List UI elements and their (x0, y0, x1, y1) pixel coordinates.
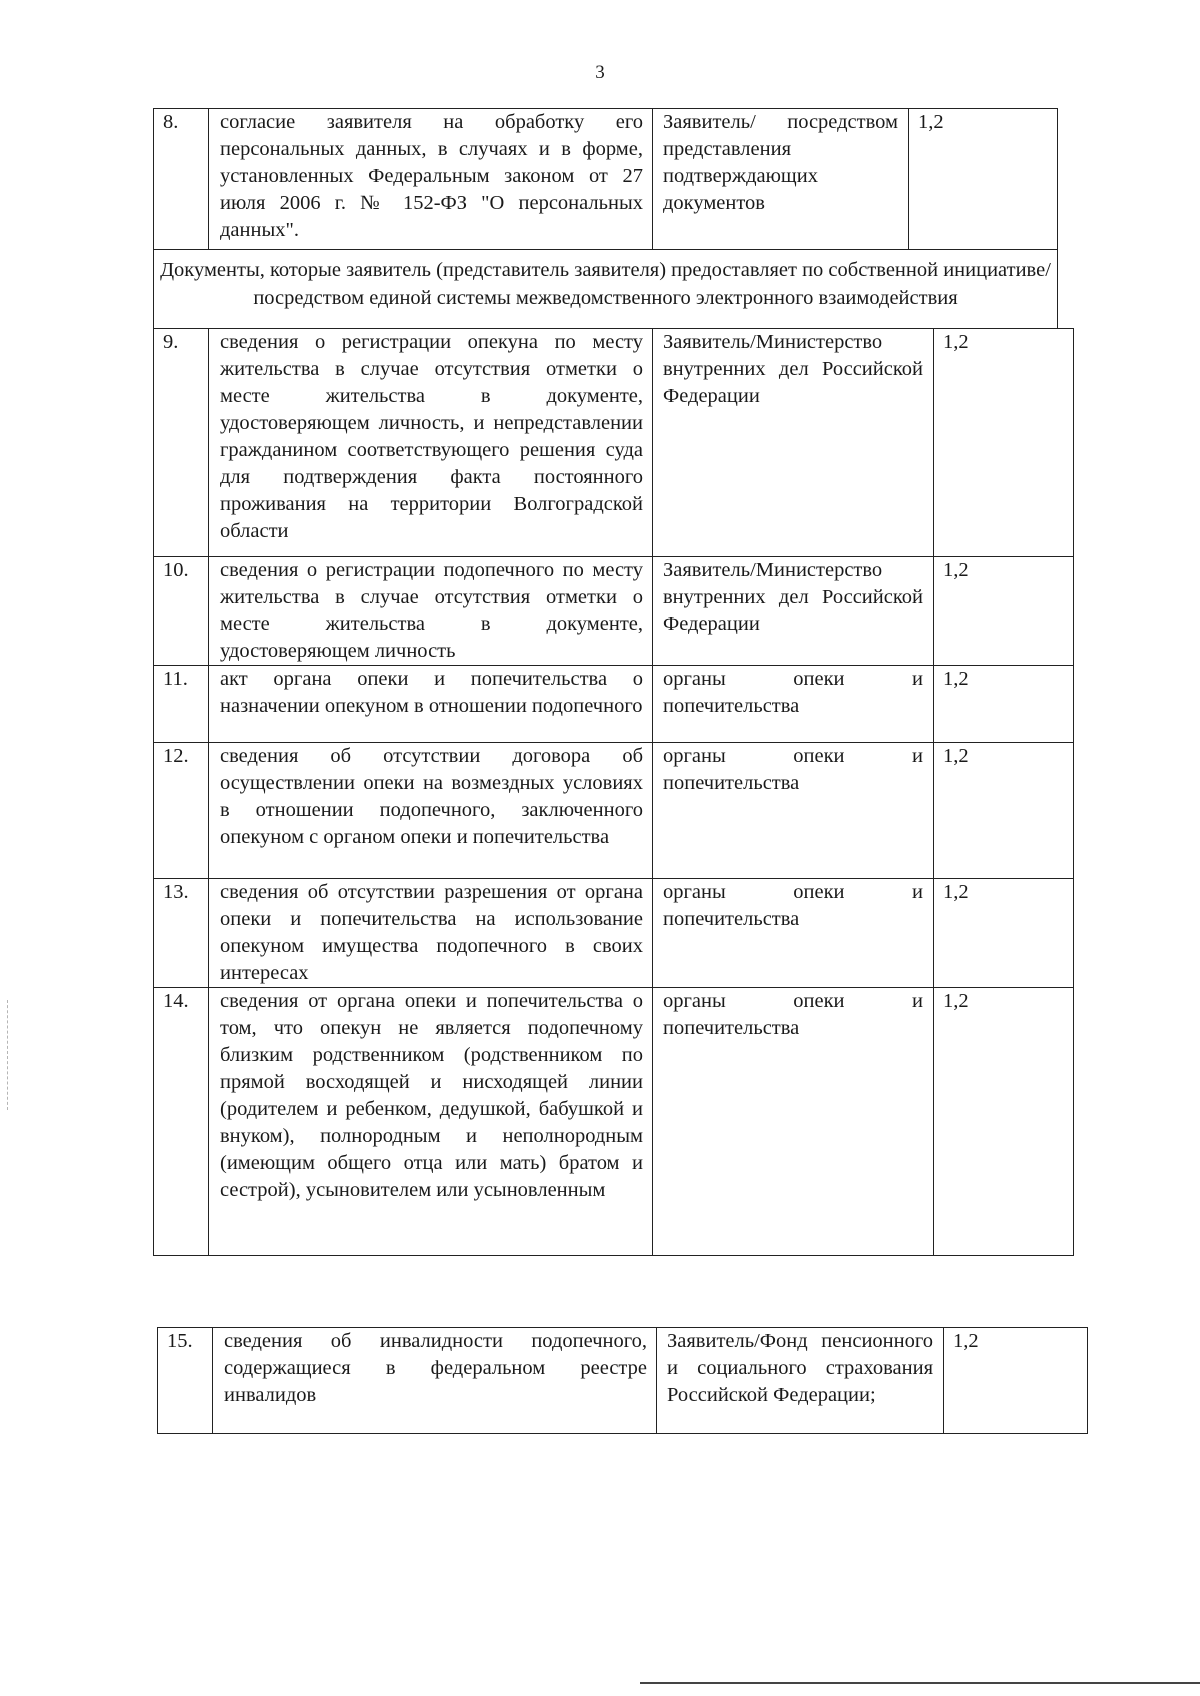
row-description: сведения об инвалидности подопечного, содержащиеся в федеральном реестре инвалидов (213, 1328, 657, 1434)
row-description: сведения от органа опеки и попечительства о том, что опекун не является подопечному близким родственником (родственником по прямой восходящей и нисходящей линии (родителем и ребенком, дедушкой, бабушкой и внуком), полнородным и неполнородным (имеющим общего отца или мать) братом и сестрой), усыновителем или усыновленным (209, 988, 653, 1256)
row-description: акт органа опеки и попечительства о назначении опекуном в отношении подопечного (209, 666, 653, 743)
table-row (154, 557, 1074, 666)
row-description: сведения о регистрации подопечного по месту жительства в случае отсутствия отметки о месте жительства в документе, удостоверяющем личность (209, 557, 653, 666)
table-row (158, 1328, 1088, 1434)
row-config: 1,2 (934, 743, 1074, 879)
row-provider: Заявитель/Министерство внутренних дел Российской Федерации (653, 329, 934, 557)
bottom-rule (640, 1682, 1200, 1684)
row-config: 1,2 (909, 109, 1058, 250)
row-config: 1,2 (934, 988, 1074, 1256)
row-config: 1,2 (934, 879, 1074, 988)
row-description: сведения о регистрации опекуна по месту жительства в случае отсутствия отметки о месте жительства в документе, удостоверяющем личность, и непредставлении гражданином соответствующего решения суда для подтверждения факта постоянного проживания на территории Волгоградской области (209, 329, 653, 557)
row-number: 15. (158, 1328, 213, 1434)
row-config: 1,2 (944, 1328, 1088, 1434)
table-row (154, 329, 1074, 557)
documents-table-middle (153, 328, 1074, 1256)
section-header: Документы, которые заявитель (представитель заявителя) предоставляет по собственной инициативе/посредством единой системы межведомственного электронного взаимодействия (154, 250, 1058, 329)
row-config: 1,2 (934, 329, 1074, 557)
row-provider: органы опеки и попечительства (653, 879, 934, 988)
documents-table-bottom (157, 1327, 1088, 1434)
row-number: 11. (154, 666, 209, 743)
scan-edge-mark (7, 1000, 9, 1110)
row-description: сведения об отсутствии договора об осуществлении опеки на возмездных условиях в отношении подопечного, заключенного опекуном с органом опеки и попечительства (209, 743, 653, 879)
row-provider: органы опеки и попечительства (653, 743, 934, 879)
section-header-row (154, 250, 1058, 329)
row-config: 1,2 (934, 557, 1074, 666)
row-provider: Заявитель/ посредством представления подтверждающих документов (653, 109, 909, 250)
row-provider: Заявитель/Министерство внутренних дел Российской Федерации (653, 557, 934, 666)
row-description: сведения об отсутствии разрешения от органа опеки и попечительства на использование опекуном имущества подопечного в своих интересах (209, 879, 653, 988)
page-number: 3 (595, 62, 605, 83)
row-provider: органы опеки и попечительства (653, 666, 934, 743)
row-number: 14. (154, 988, 209, 1256)
table-row (154, 879, 1074, 988)
row-number: 8. (154, 109, 209, 250)
row-config: 1,2 (934, 666, 1074, 743)
row-provider: Заявитель/Фонд пенсионного и социального страхования Российской Федерации; (657, 1328, 944, 1434)
row-number: 9. (154, 329, 209, 557)
table-row (154, 988, 1074, 1256)
row-number: 13. (154, 879, 209, 988)
table-row (154, 666, 1074, 743)
table-row (154, 109, 1058, 250)
row-description: согласие заявителя на обработку его персональных данных, в случаях и в форме, установленных Федеральным законом от 27 июля 2006 г. № 152-ФЗ "О персональных данных". (209, 109, 653, 250)
documents-table-top (153, 108, 1058, 329)
row-provider: органы опеки и попечительства (653, 988, 934, 1256)
row-number: 12. (154, 743, 209, 879)
table-row (154, 743, 1074, 879)
row-number: 10. (154, 557, 209, 666)
